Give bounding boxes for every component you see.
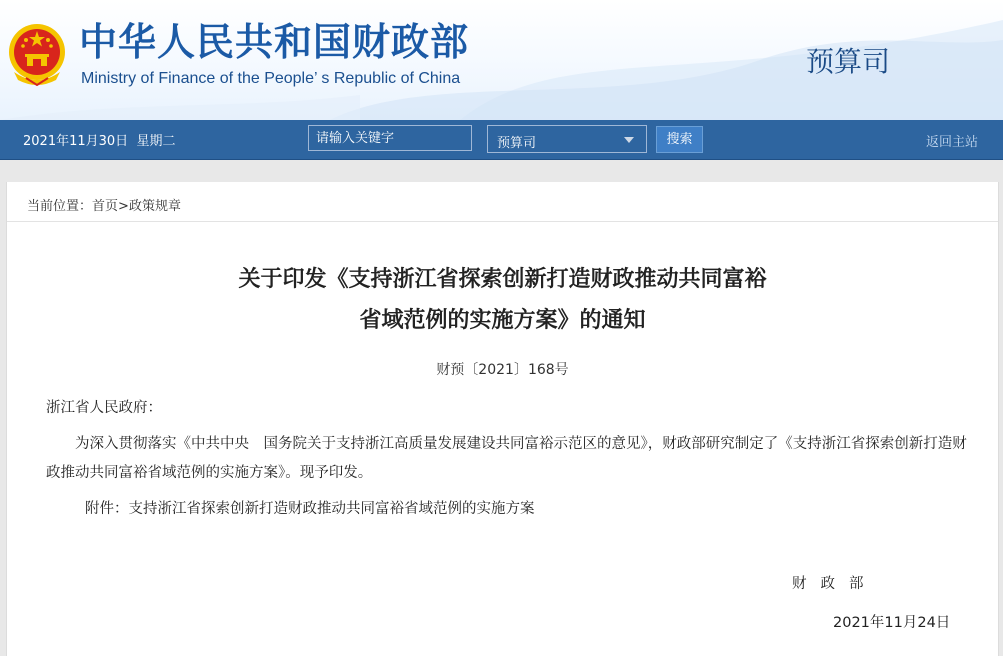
site-title-en: Ministry of Finance of the People’ s Republic of China [81,70,461,87]
date-text: 2021年11月30日 [23,134,129,149]
signature: 财政部 [792,576,878,592]
salutation: 浙江省人民政府： [46,400,162,416]
search-button[interactable]: 搜索 [656,126,703,153]
article-panel [6,182,999,656]
article-title-line2: 省域范例的实施方案》的通知 [359,308,646,333]
nav-bar [0,120,1003,160]
site-header [0,0,1003,120]
search-input[interactable] [308,125,472,151]
site-title-cn: 中华人民共和国财政部 [79,20,470,64]
attachment-line: 附件：支持浙江省探索创新打造财政推动共同富裕省域范例的实施方案 [85,501,535,517]
chevron-down-icon [624,137,634,143]
breadcrumb-section-link[interactable]: 政策规章 [128,199,181,214]
breadcrumb-separator: > [118,199,129,214]
breadcrumb-divider [7,221,998,222]
content-area [0,160,1003,656]
search-scope-select[interactable] [487,125,647,153]
national-emblem-icon [6,22,68,86]
breadcrumb [27,195,181,214]
department-name: 预算司 [806,45,891,78]
article-title-line1: 关于印发《支持浙江省探索创新打造财政推动共同富裕 [238,267,767,292]
weekday-text: 星期二 [136,134,176,149]
current-date [23,130,175,149]
body-paragraph: 为深入贯彻落实《中共中央 国务院关于支持浙江高质量发展建设共同富裕示范区的意见》，财政部研究制定了《支持浙江省探索创新打造财政推动共同富裕省域范例的实施方案》。现予印发。 [46,436,967,481]
signature-date: 2021年11月24日 [833,615,951,631]
breadcrumb-home-link[interactable]: 首页 [92,199,119,214]
search-scope-value: 预算司 [497,136,537,151]
breadcrumb-prefix: 当前位置： [27,199,93,214]
return-home-link[interactable]: 返回主站 [926,135,979,150]
document-number: 财预〔2021〕168号 [436,362,569,378]
article-title [7,259,998,341]
